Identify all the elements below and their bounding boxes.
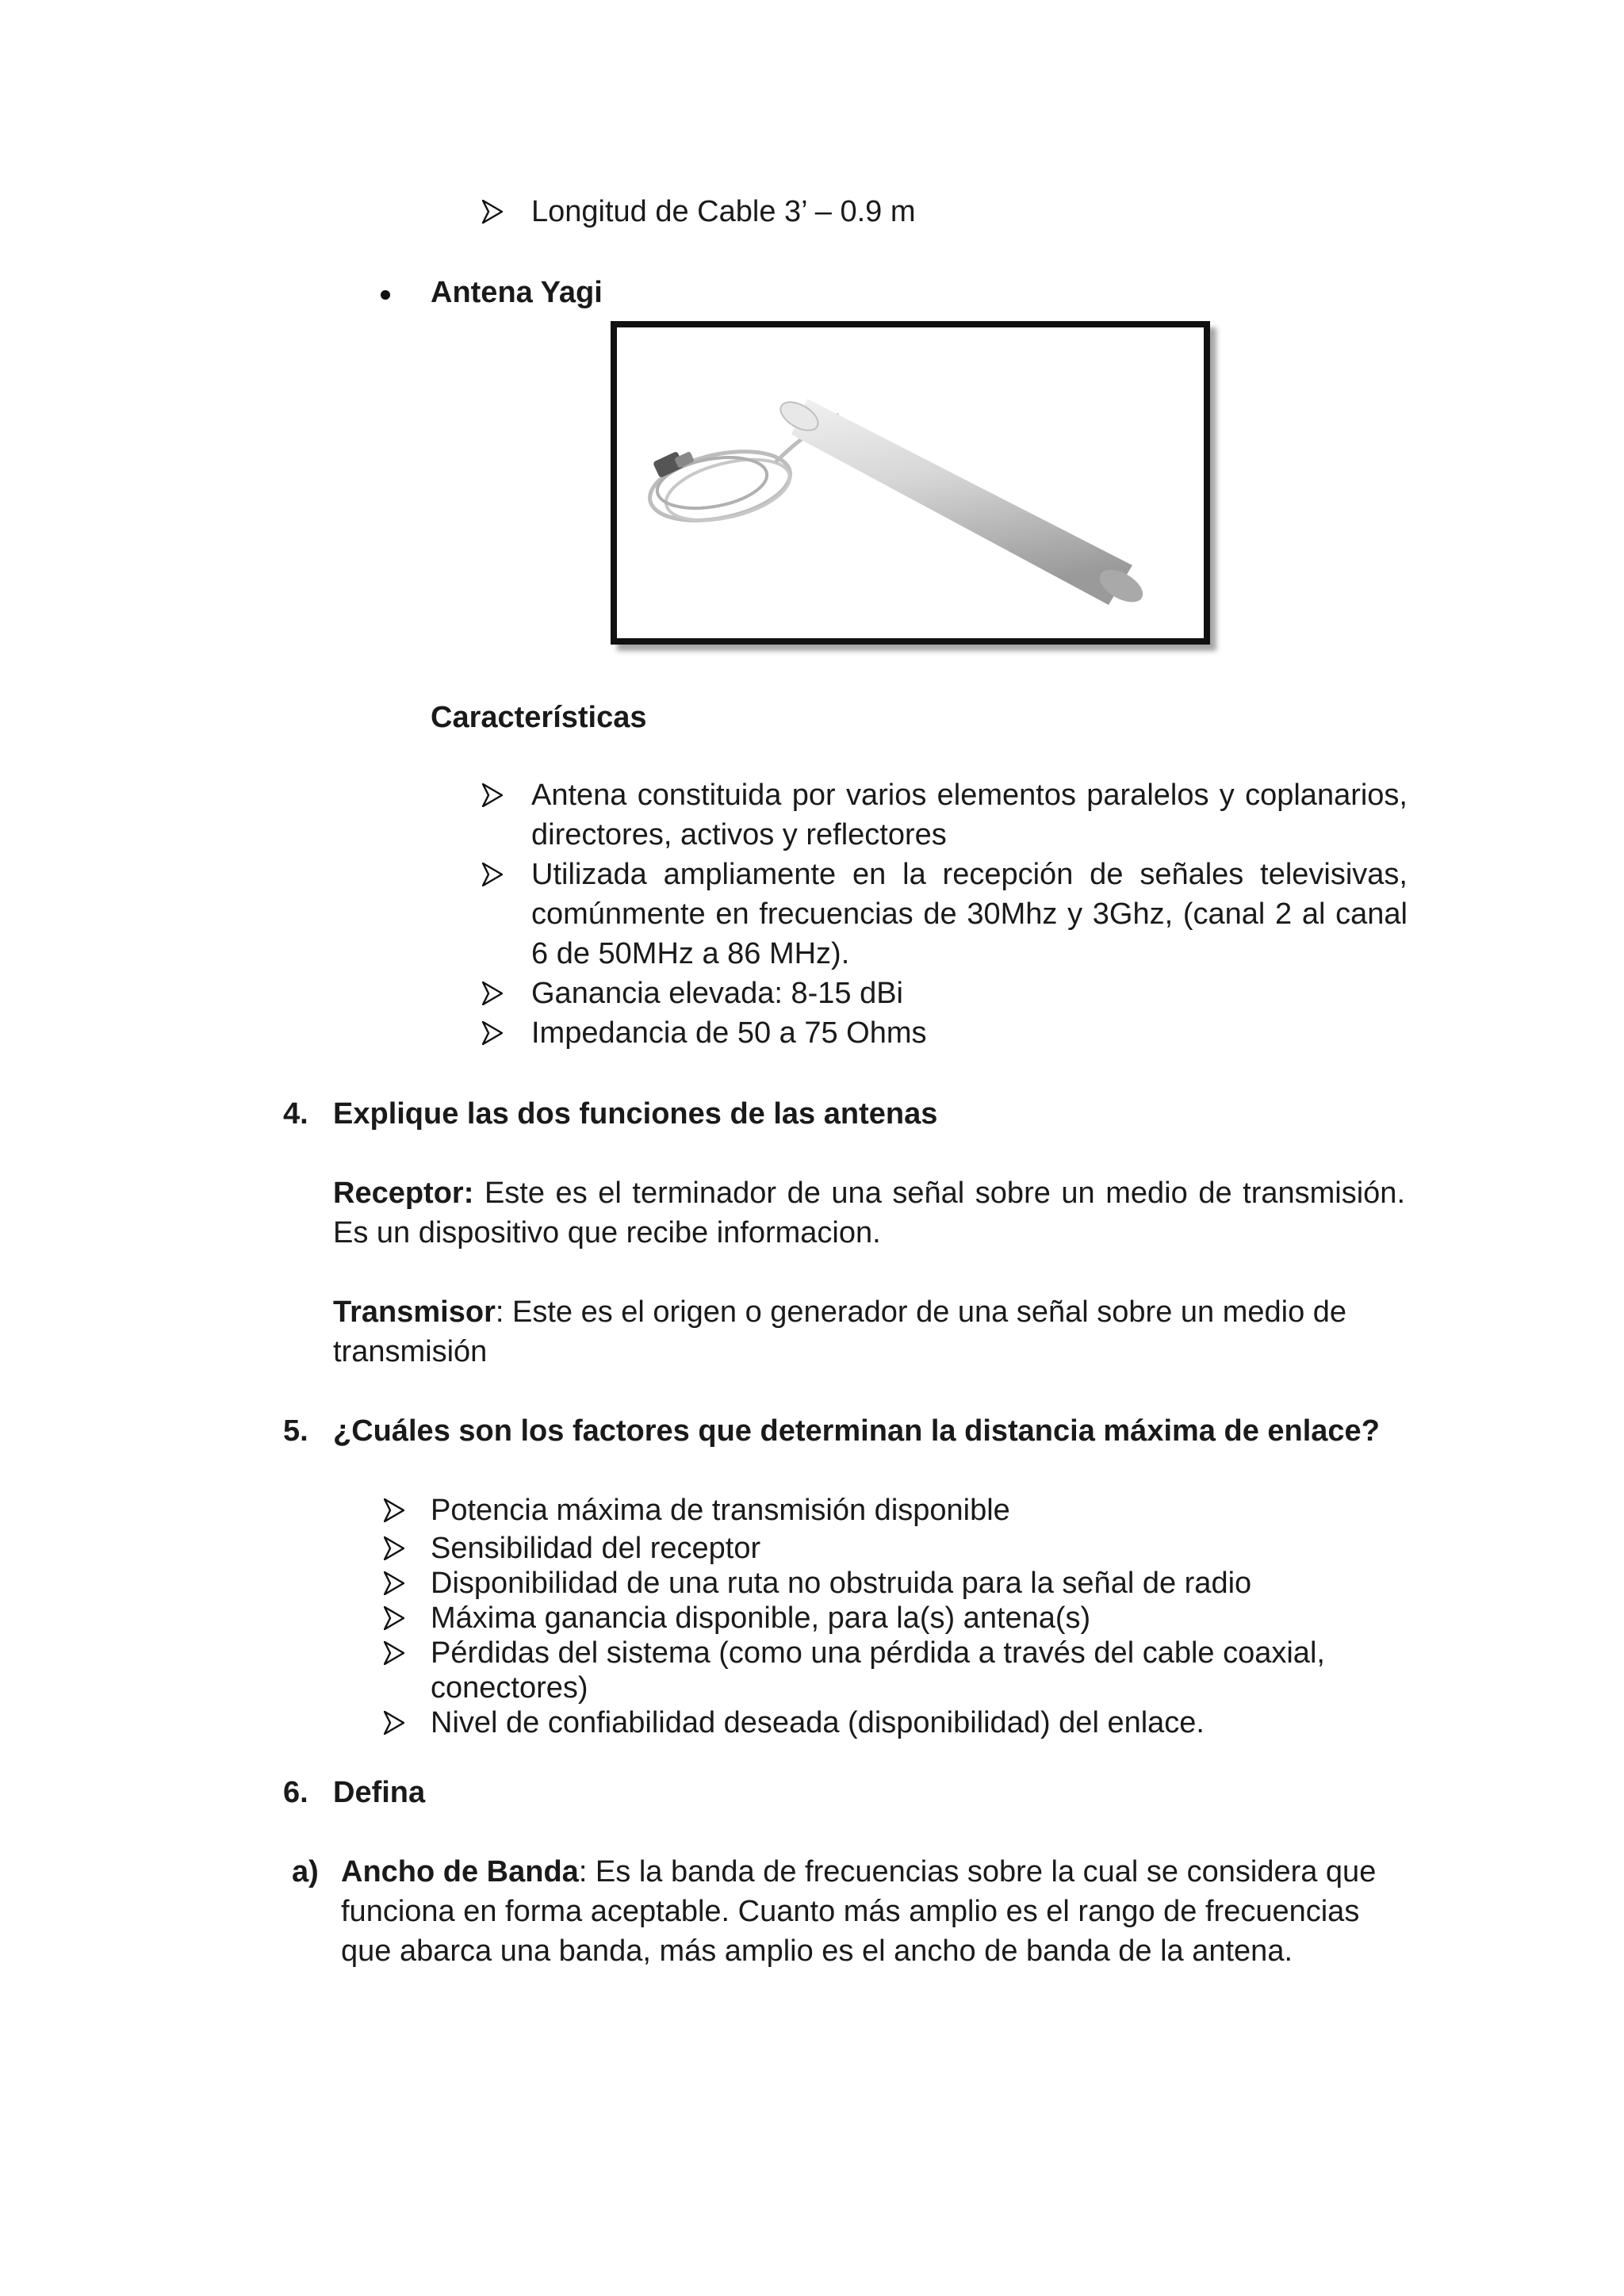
yagi-heading: Antena Yagi (431, 276, 603, 309)
feature-line: Utilizada ampliamente en la recepción de señales televisivas, (531, 858, 1408, 891)
receptor-line (333, 1173, 1405, 1213)
arrow-bullet-icon (384, 1498, 404, 1522)
bandwidth-line-2: funciona en forma aceptable. Cuanto más amplio es el rango de frecuencias (341, 1895, 1360, 1928)
yagi-antenna-photo (611, 321, 1210, 645)
feature-line: 6 de 50MHz a 86 MHz). (531, 937, 850, 970)
feature-line: Antena constituida por varios elementos paralelos y coplanarios, (531, 779, 1408, 812)
bandwidth-line-1 (341, 1852, 1376, 1892)
q4-number: 4. (283, 1097, 308, 1131)
receptor-label: Receptor: (333, 1177, 474, 1210)
factor-item: Sensibilidad del receptor (431, 1532, 761, 1565)
transmisor-text: : Este es el origen o generador de una señal sobre un medio de (495, 1295, 1347, 1329)
arrow-bullet-icon (482, 863, 503, 886)
transmisor-line-2: transmisión (333, 1335, 488, 1368)
feature-line: directores, activos y reflectores (531, 818, 947, 851)
q6-title: Defina (333, 1776, 426, 1809)
q5-number: 5. (283, 1414, 308, 1448)
arrow-bullet-icon (384, 1536, 404, 1560)
transmisor-label: Transmisor (333, 1295, 496, 1329)
arrow-bullet-icon (482, 1021, 503, 1045)
q6-number: 6. (283, 1776, 308, 1809)
features-title: Características (431, 701, 647, 734)
q4-title: Explique las dos funciones de las antenas (333, 1097, 938, 1131)
factor-item: Máxima ganancia disponible, para la(s) antena(s) (431, 1601, 1091, 1635)
arrow-bullet-icon (384, 1606, 404, 1630)
bandwidth-line-3: que abarca una banda, más amplio es el ancho de banda de la antena. (341, 1934, 1293, 1968)
factor-item: Nivel de confiabilidad deseada (disponibilidad) del enlace. (431, 1706, 1205, 1739)
q6-a-letter: a) (292, 1855, 319, 1888)
factor-item: Disponibilidad de una ruta no obstruida para la señal de radio (431, 1567, 1252, 1600)
arrow-bullet-icon (482, 200, 503, 224)
factor-item: Pérdidas del sistema (como una pérdida a través del cable coaxial, (431, 1636, 1325, 1670)
transmisor-line (333, 1292, 1346, 1332)
arrow-bullet-icon (384, 1571, 404, 1595)
feature-line: Impedancia de 50 a 75 Ohms (531, 1016, 927, 1050)
bandwidth-term: Ancho de Banda (341, 1855, 579, 1888)
arrow-bullet-icon (384, 1711, 404, 1735)
arrow-bullet-icon (482, 982, 503, 1005)
cable-length-text: Longitud de Cable 3’ – 0.9 m (531, 195, 916, 228)
bandwidth-text: : Es la banda de frecuencias sobre la cual se considera que (578, 1855, 1377, 1888)
feature-line: Ganancia elevada: 8-15 dBi (531, 977, 903, 1010)
q5-title: ¿Cuáles son los factores que determinan la distancia máxima de enlace? (333, 1414, 1380, 1448)
yagi-antenna-icon (617, 327, 1204, 638)
arrow-bullet-icon (482, 783, 503, 807)
receptor-line-2: Es un dispositivo que recibe informacion. (333, 1216, 881, 1249)
factor-item: Potencia máxima de transmisión disponible (431, 1494, 1010, 1527)
factor-item: conectores) (431, 1671, 588, 1705)
receptor-text: Este es el terminador de una señal sobre un medio de transmisión. (484, 1177, 1405, 1210)
bullet-dot-icon (381, 290, 390, 300)
arrow-bullet-icon (384, 1641, 404, 1665)
feature-line: comúnmente en frecuencias de 30Mhz y 3Ghz, (canal 2 al canal (531, 897, 1408, 931)
